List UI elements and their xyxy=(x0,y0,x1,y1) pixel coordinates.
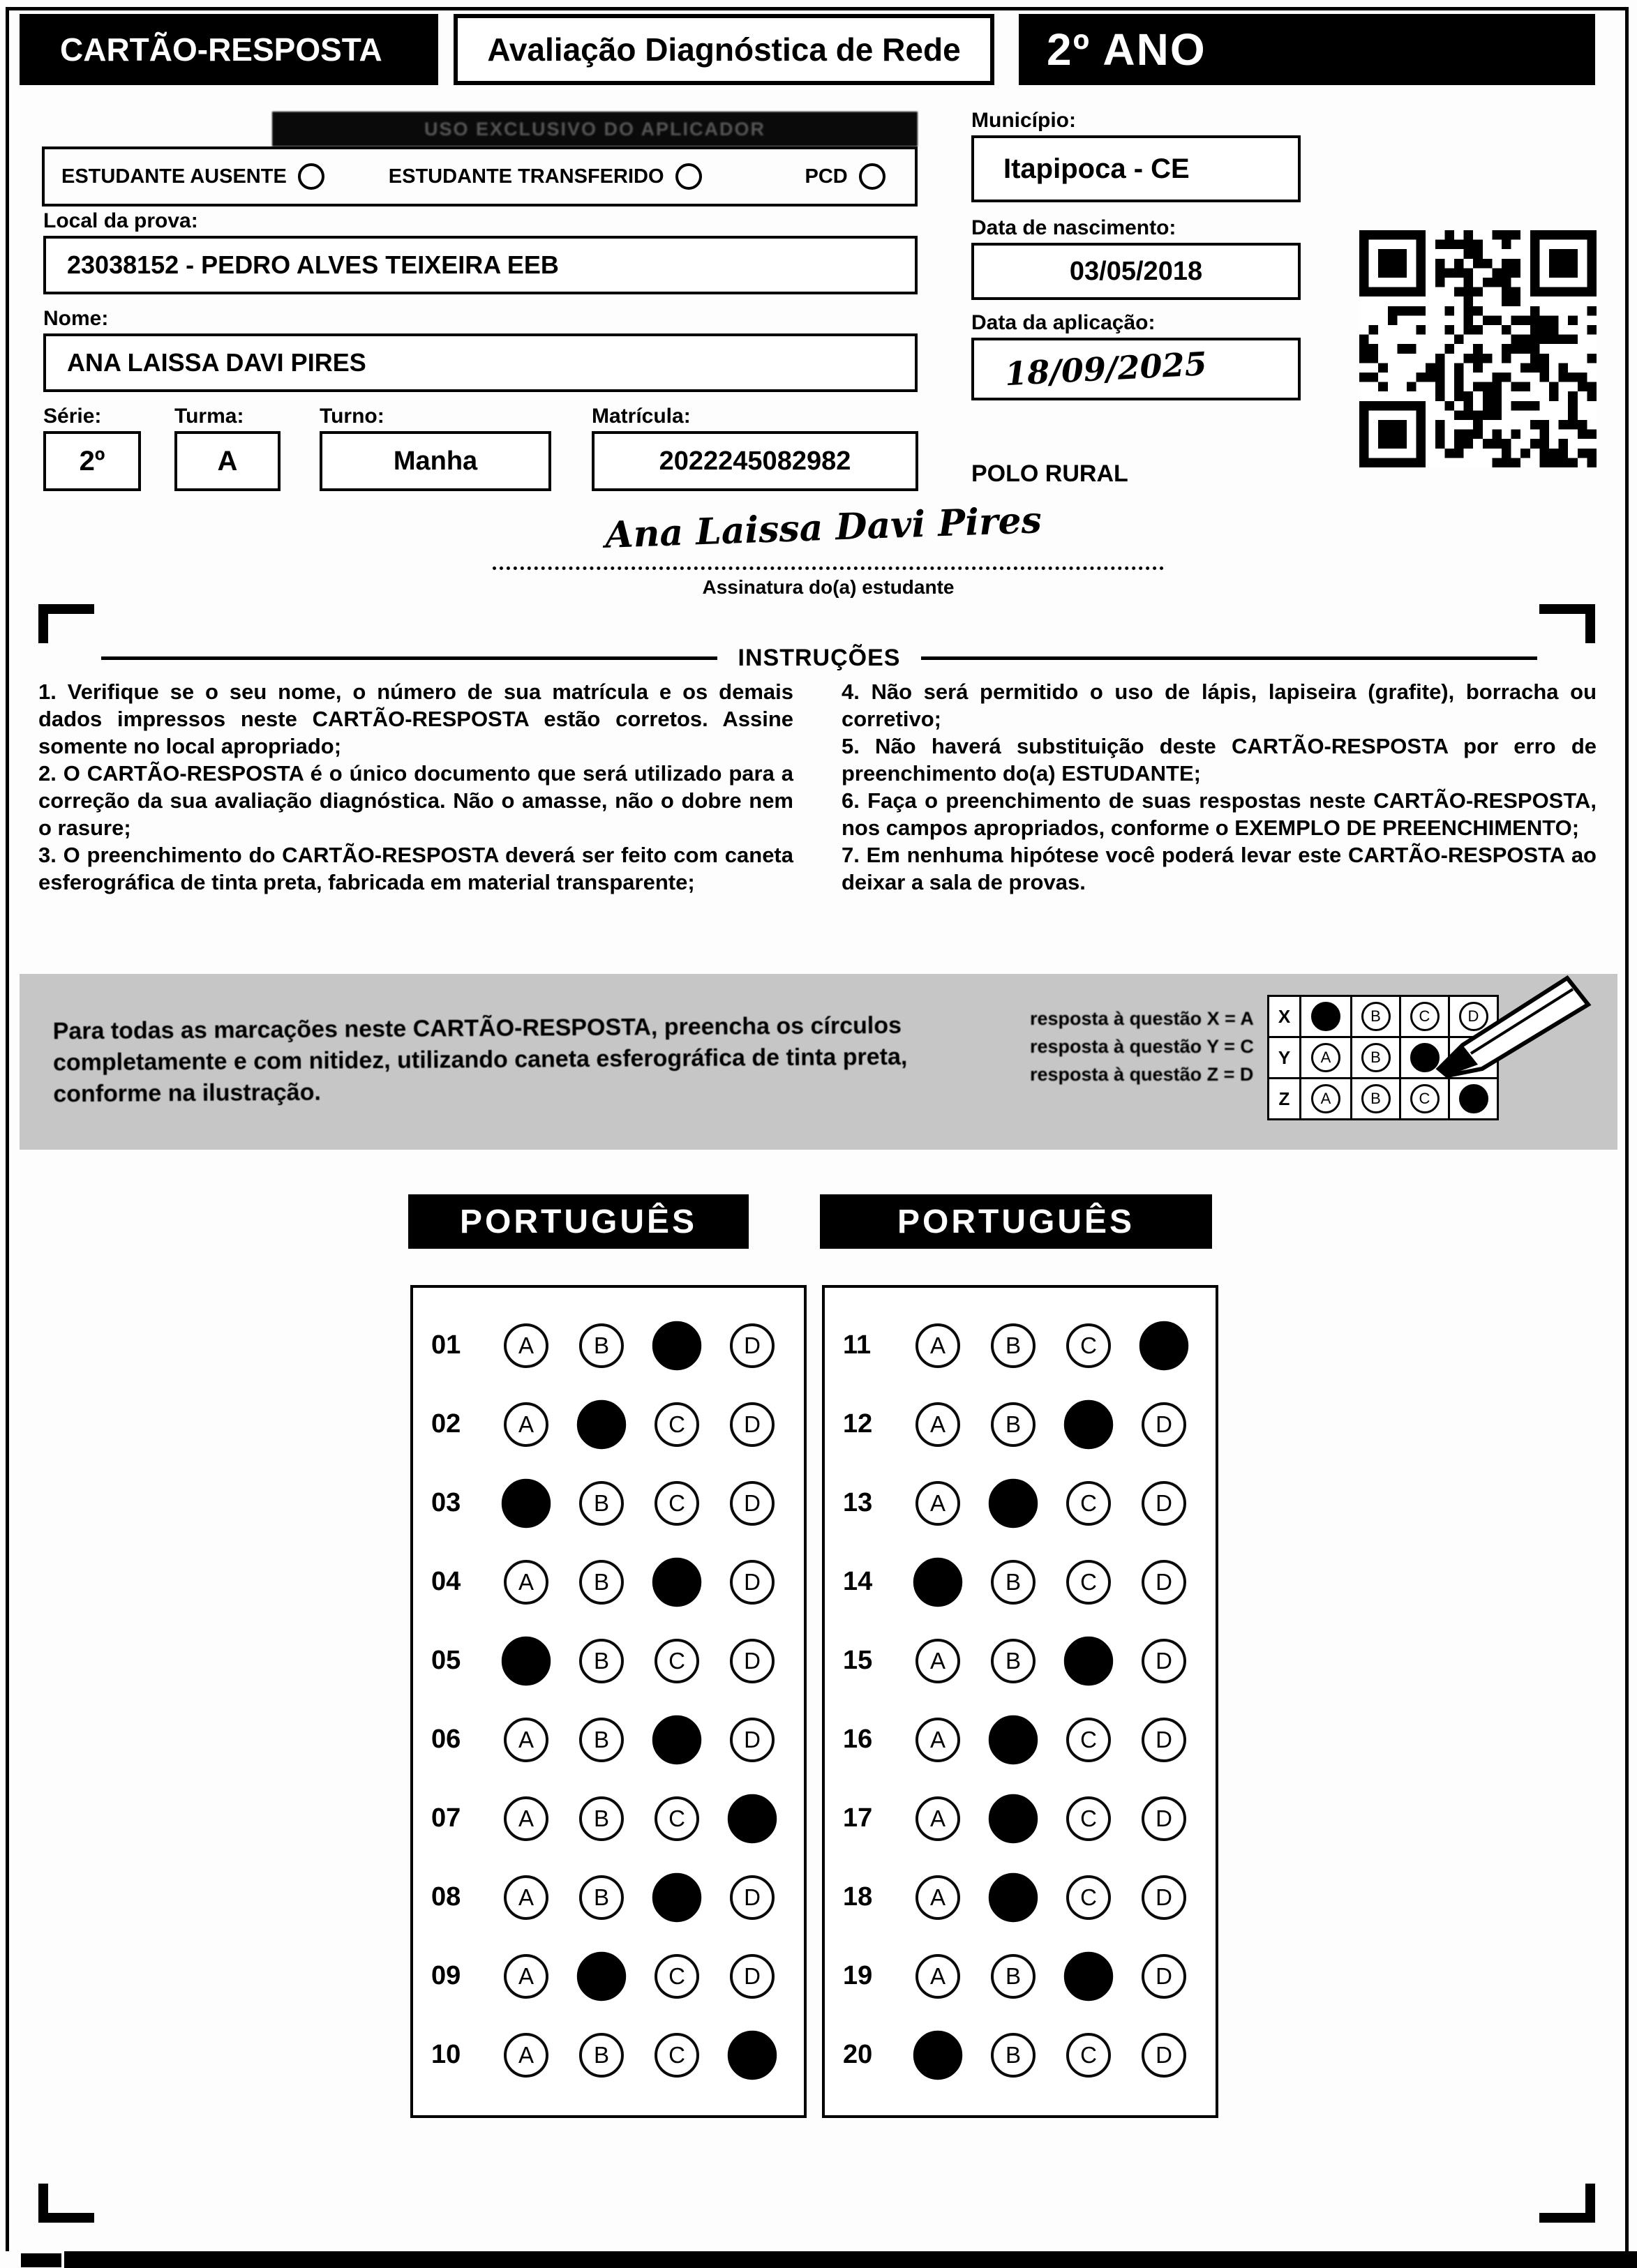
answer-bubble-01-B[interactable]: B xyxy=(579,1323,624,1368)
example-cell xyxy=(1301,1038,1350,1077)
answer-bubble-05-D[interactable]: D xyxy=(730,1639,775,1683)
answer-bubble-11-D[interactable] xyxy=(1139,1321,1188,1369)
data-aplicacao-label: Data da aplicação: xyxy=(971,311,1156,334)
answer-bubble-07-A[interactable]: A xyxy=(504,1796,548,1841)
question-number: 18 xyxy=(843,1882,873,1912)
example-cell xyxy=(1301,997,1350,1036)
bottom-edge-bar xyxy=(64,2251,1637,2268)
answer-bubble-01-A[interactable]: A xyxy=(504,1323,548,1368)
example-cell xyxy=(1350,1038,1399,1077)
answer-bubble-11-B[interactable]: B xyxy=(991,1323,1036,1368)
answer-bubble-18-C[interactable]: C xyxy=(1066,1875,1111,1920)
answer-bubble-12-D[interactable]: D xyxy=(1142,1402,1186,1447)
answer-bubble-02-A[interactable]: A xyxy=(504,1402,548,1447)
question-number: 07 xyxy=(431,1803,461,1833)
signature-line xyxy=(493,566,1164,570)
answer-bubble-12-B[interactable]: B xyxy=(991,1402,1036,1447)
instruction-item: 3. O preenchimento do CARTÃO-RESPOSTA deverá ser feito com caneta esferográfica de tinta preta, fabricada em material transparente; xyxy=(38,843,793,894)
instructions-column-left xyxy=(38,678,793,896)
answer-bubble-02-B[interactable] xyxy=(577,1399,626,1448)
answer-bubble-10-C[interactable]: C xyxy=(655,2033,699,2078)
answer-bubble-17-C[interactable]: C xyxy=(1066,1796,1111,1841)
answer-bubble-15-C[interactable] xyxy=(1064,1636,1113,1685)
turma-field: A xyxy=(174,431,281,491)
registration-mark-top-left xyxy=(38,604,94,643)
answer-bubble-08-B[interactable]: B xyxy=(579,1875,624,1920)
example-row-label: Z xyxy=(1269,1079,1301,1118)
question-number: 05 xyxy=(431,1646,461,1675)
answer-bubble-19-C[interactable] xyxy=(1064,1951,1113,2000)
answer-bubble-04-D[interactable]: D xyxy=(730,1560,775,1605)
answer-bubble-14-D[interactable]: D xyxy=(1142,1560,1186,1605)
answer-bubble-09-A[interactable]: A xyxy=(504,1954,548,1999)
answer-bubble-05-C[interactable]: C xyxy=(655,1639,699,1683)
answer-bubble-13-B[interactable] xyxy=(989,1478,1038,1527)
serie-field: 2º xyxy=(43,431,141,491)
answer-bubble-17-B[interactable] xyxy=(989,1794,1038,1842)
question-number: 13 xyxy=(843,1488,873,1517)
instruction-item: 4. Não será permitido o uso de lápis, lapiseira (grafite), borracha ou corretivo; xyxy=(842,679,1597,731)
question-number: 02 xyxy=(431,1409,461,1439)
pen-hand-icon xyxy=(1425,964,1592,1081)
example-bubble-Z-D xyxy=(1459,1084,1488,1113)
instruction-item: 1. Verifique se o seu nome, o número de sua matrícula e os demais dados impressos neste CARTÃO-RESPOSTA estão corretos. Assine somente no local apropriado; xyxy=(38,679,793,758)
example-row-label: Y xyxy=(1269,1038,1301,1077)
answer-bubble-04-C[interactable] xyxy=(652,1557,701,1606)
answer-bubble-11-C[interactable]: C xyxy=(1066,1323,1111,1368)
answer-bubble-07-D[interactable] xyxy=(728,1794,777,1842)
example-cell xyxy=(1350,997,1399,1036)
answer-bubble-12-A[interactable]: A xyxy=(915,1402,960,1447)
answer-bubble-03-A[interactable] xyxy=(502,1478,551,1527)
grade-banner: 2º ANO xyxy=(1019,14,1595,85)
answer-bubble-13-C[interactable]: C xyxy=(1066,1481,1111,1526)
question-number: 10 xyxy=(431,2040,461,2069)
question-number: 11 xyxy=(843,1330,872,1360)
example-row-Z xyxy=(1269,1077,1497,1118)
student-signature-handwritten: Ana Laissa Davi Pires xyxy=(604,499,1042,557)
question-row-16 xyxy=(843,1700,1216,1779)
answer-bubble-20-C[interactable]: C xyxy=(1066,2033,1111,2078)
instructions-title: INSTRUÇÕES xyxy=(738,645,901,671)
answer-bubble-02-C[interactable]: C xyxy=(655,1402,699,1447)
answer-bubble-14-A[interactable] xyxy=(913,1557,962,1606)
answer-bubble-05-A[interactable] xyxy=(502,1636,551,1685)
answer-bubble-11-A[interactable]: A xyxy=(915,1323,960,1368)
answer-bubble-09-D[interactable]: D xyxy=(730,1954,775,1999)
instructions-header xyxy=(101,645,1537,672)
question-number: 15 xyxy=(843,1646,873,1675)
estudante-ausente-circle[interactable] xyxy=(298,163,324,190)
answer-bubble-03-C[interactable]: C xyxy=(655,1481,699,1526)
turma-label: Turma: xyxy=(174,405,244,428)
answer-bubble-19-B[interactable]: B xyxy=(991,1954,1036,1999)
turno-label: Turno: xyxy=(320,405,384,428)
question-row-01 xyxy=(431,1306,804,1385)
example-row-label: X xyxy=(1269,997,1301,1036)
example-cell xyxy=(1301,1079,1350,1118)
answer-bubble-18-D[interactable]: D xyxy=(1142,1875,1186,1920)
question-number: 12 xyxy=(843,1409,873,1439)
applicator-bar: USO EXCLUSIVO DO APLICADOR xyxy=(272,112,918,147)
applicator-options-box xyxy=(42,147,918,206)
instruction-item: 5. Não haverá substituição deste CARTÃO-RESPOSTA por erro de preenchimento do(a) ESTUDANTE; xyxy=(842,734,1597,786)
turno-field: Manha xyxy=(320,431,551,491)
answer-grid-questions-11-20 xyxy=(822,1285,1218,2118)
answer-bubble-14-C[interactable]: C xyxy=(1066,1560,1111,1605)
question-row-19 xyxy=(843,1937,1216,2015)
form-title: CARTÃO-RESPOSTA xyxy=(20,14,438,85)
example-bubble-X-C: C xyxy=(1410,1002,1440,1031)
answer-bubble-16-C[interactable]: C xyxy=(1066,1718,1111,1762)
question-row-05 xyxy=(431,1621,804,1700)
answer-bubble-18-A[interactable]: A xyxy=(915,1875,960,1920)
question-row-15 xyxy=(843,1621,1216,1700)
answer-bubble-06-D[interactable]: D xyxy=(730,1718,775,1762)
fill-example-text: Para todas as marcações neste CARTÃO-RESPOSTA, preencha os círculos completamente e com nitidez, utilizando caneta esferográfica de tinta preta, conforme na ilustração. xyxy=(52,1012,908,1108)
nome-label: Nome: xyxy=(43,307,109,330)
example-cell xyxy=(1448,1079,1497,1118)
question-row-14 xyxy=(843,1542,1216,1621)
matricula-field: 2022245082982 xyxy=(592,431,918,491)
local-da-prova-label: Local da prova: xyxy=(43,209,198,232)
data-aplicacao-field xyxy=(971,338,1301,400)
question-row-09 xyxy=(431,1937,804,2015)
registration-mark-top-right xyxy=(1539,604,1595,643)
instruction-item: 7. Em nenhuma hipótese você poderá levar este CARTÃO-RESPOSTA ao deixar a sala de provas. xyxy=(842,843,1597,894)
answer-bubble-04-B[interactable]: B xyxy=(579,1560,624,1605)
serie-label: Série: xyxy=(43,405,102,428)
example-bubble-Z-C: C xyxy=(1410,1084,1440,1113)
answer-bubble-08-C[interactable] xyxy=(652,1872,701,1921)
answer-bubble-03-B[interactable]: B xyxy=(579,1481,624,1526)
answer-bubble-16-A[interactable]: A xyxy=(915,1718,960,1762)
question-row-11 xyxy=(843,1306,1216,1385)
question-row-18 xyxy=(843,1858,1216,1937)
example-cell xyxy=(1399,1079,1448,1118)
question-number: 08 xyxy=(431,1882,461,1912)
answer-bubble-13-A[interactable]: A xyxy=(915,1481,960,1526)
instructions-column-right xyxy=(842,678,1597,896)
answer-bubble-02-D[interactable]: D xyxy=(730,1402,775,1447)
answer-grid-questions-01-10 xyxy=(410,1285,807,2118)
example-bubble-X-B: B xyxy=(1361,1002,1391,1031)
example-caption: resposta à questão X = A xyxy=(1030,1008,1254,1029)
answer-bubble-08-D[interactable]: D xyxy=(730,1875,775,1920)
estudante-transferido-circle[interactable] xyxy=(675,163,702,190)
answer-bubble-15-B[interactable]: B xyxy=(991,1639,1036,1683)
municipio-label: Município: xyxy=(971,109,1076,132)
question-number: 06 xyxy=(431,1725,461,1754)
question-number: 01 xyxy=(431,1330,461,1360)
question-number: 14 xyxy=(843,1567,873,1596)
data-aplicacao-handwritten: 18/09/2025 xyxy=(1003,345,1208,393)
question-number: 04 xyxy=(431,1567,461,1596)
question-row-07 xyxy=(431,1779,804,1858)
question-row-17 xyxy=(843,1779,1216,1858)
example-bubble-Y-B: B xyxy=(1361,1043,1391,1072)
answer-bubble-07-B[interactable]: B xyxy=(579,1796,624,1841)
answer-bubble-16-D[interactable]: D xyxy=(1142,1718,1186,1762)
example-bubble-Y-A: A xyxy=(1311,1043,1340,1072)
answer-bubble-18-B[interactable] xyxy=(989,1872,1038,1921)
answer-bubble-08-A[interactable]: A xyxy=(504,1875,548,1920)
answer-bubble-10-A[interactable]: A xyxy=(504,2033,548,2078)
answer-bubble-12-C[interactable] xyxy=(1064,1399,1113,1448)
example-bubble-Z-A: A xyxy=(1311,1084,1340,1113)
question-number: 03 xyxy=(431,1488,461,1517)
registration-mark-bottom-right xyxy=(1539,2184,1595,2223)
answer-bubble-10-B[interactable]: B xyxy=(579,2033,624,2078)
answer-bubble-10-D[interactable] xyxy=(728,2030,777,2079)
question-number: 17 xyxy=(843,1803,873,1833)
answer-bubble-19-A[interactable]: A xyxy=(915,1954,960,1999)
answer-bubble-17-A[interactable]: A xyxy=(915,1796,960,1841)
answer-bubble-09-C[interactable]: C xyxy=(655,1954,699,1999)
question-number: 20 xyxy=(843,2040,873,2069)
bottom-edge-mark xyxy=(21,2253,61,2267)
example-bubble-Z-B: B xyxy=(1361,1084,1391,1113)
question-number: 16 xyxy=(843,1725,873,1754)
matricula-label: Matrícula: xyxy=(592,405,691,428)
question-row-08 xyxy=(431,1858,804,1937)
answer-bubble-17-D[interactable]: D xyxy=(1142,1796,1186,1841)
question-row-12 xyxy=(843,1385,1216,1464)
example-bubble-X-D: D xyxy=(1459,1002,1488,1031)
label-estudante-transferido: ESTUDANTE TRANSFERIDO xyxy=(388,165,664,188)
data-nascimento-label: Data de nascimento: xyxy=(971,216,1176,239)
answer-bubble-06-A[interactable]: A xyxy=(504,1718,548,1762)
polo-rural-text: POLO RURAL xyxy=(971,460,1128,487)
label-pcd: PCD xyxy=(805,165,848,188)
question-row-10 xyxy=(431,2015,804,2094)
question-row-03 xyxy=(431,1464,804,1542)
answer-bubble-20-B[interactable]: B xyxy=(991,2033,1036,2078)
example-caption: resposta à questão Y = C xyxy=(1030,1036,1254,1057)
data-nascimento-field: 03/05/2018 xyxy=(971,243,1301,300)
label-estudante-ausente: ESTUDANTE AUSENTE xyxy=(61,165,287,188)
municipio-field: Itapipoca - CE xyxy=(971,135,1301,202)
answer-bubble-06-B[interactable]: B xyxy=(579,1718,624,1762)
answer-bubble-07-C[interactable]: C xyxy=(655,1796,699,1841)
question-number: 09 xyxy=(431,1961,461,1990)
answer-bubble-16-B[interactable] xyxy=(989,1715,1038,1764)
section-title-portugues-1: PORTUGUÊS xyxy=(408,1194,749,1249)
qr-code xyxy=(1359,230,1597,467)
title-rule-left xyxy=(101,656,717,660)
answer-bubble-20-D[interactable]: D xyxy=(1142,2033,1186,2078)
question-row-20 xyxy=(843,2015,1216,2094)
example-captions xyxy=(1030,1005,1271,1088)
local-da-prova-field: 23038152 - PEDRO ALVES TEIXEIRA EEB xyxy=(43,236,918,294)
example-cell xyxy=(1350,1079,1399,1118)
answer-bubble-03-D[interactable]: D xyxy=(730,1481,775,1526)
question-row-06 xyxy=(431,1700,804,1779)
answer-bubble-04-A[interactable]: A xyxy=(504,1560,548,1605)
question-row-04 xyxy=(431,1542,804,1621)
example-caption: resposta à questão Z = D xyxy=(1030,1064,1254,1085)
question-row-02 xyxy=(431,1385,804,1464)
answer-bubble-14-B[interactable]: B xyxy=(991,1560,1036,1605)
question-number: 19 xyxy=(843,1961,873,1990)
answer-bubble-01-D[interactable]: D xyxy=(730,1323,775,1368)
title-rule-right xyxy=(921,656,1537,660)
section-title-portugues-2: PORTUGUÊS xyxy=(820,1194,1212,1249)
example-bubble-X-A xyxy=(1311,1002,1340,1031)
answer-bubble-15-D[interactable]: D xyxy=(1142,1639,1186,1683)
answer-bubble-19-D[interactable]: D xyxy=(1142,1954,1186,1999)
registration-mark-bottom-left xyxy=(38,2184,94,2223)
form-subtitle: Avaliação Diagnóstica de Rede xyxy=(454,14,994,85)
answer-bubble-20-A[interactable] xyxy=(913,2030,962,2079)
answer-bubble-01-C[interactable] xyxy=(652,1321,701,1369)
nome-field: ANA LAISSA DAVI PIRES xyxy=(43,333,918,392)
pcd-circle[interactable] xyxy=(859,163,885,190)
answer-bubble-05-B[interactable]: B xyxy=(579,1639,624,1683)
answer-bubble-06-C[interactable] xyxy=(652,1715,701,1764)
answer-bubble-13-D[interactable]: D xyxy=(1142,1481,1186,1526)
fill-example-banner xyxy=(20,974,1617,1150)
answer-bubble-15-A[interactable]: A xyxy=(915,1639,960,1683)
question-row-13 xyxy=(843,1464,1216,1542)
instruction-item: 2. O CARTÃO-RESPOSTA é o único documento que será utilizado para a correção da sua avaliação diagnóstica. Não o amasse, não o dobre nem o rasure; xyxy=(38,761,793,840)
instruction-item: 6. Faça o preenchimento de suas respostas neste CARTÃO-RESPOSTA, nos campos apropriados, conforme o EXEMPLO DE PREENCHIMENTO; xyxy=(842,788,1597,840)
answer-bubble-09-B[interactable] xyxy=(577,1951,626,2000)
signature-label: Assinatura do(a) estudante xyxy=(702,576,955,598)
